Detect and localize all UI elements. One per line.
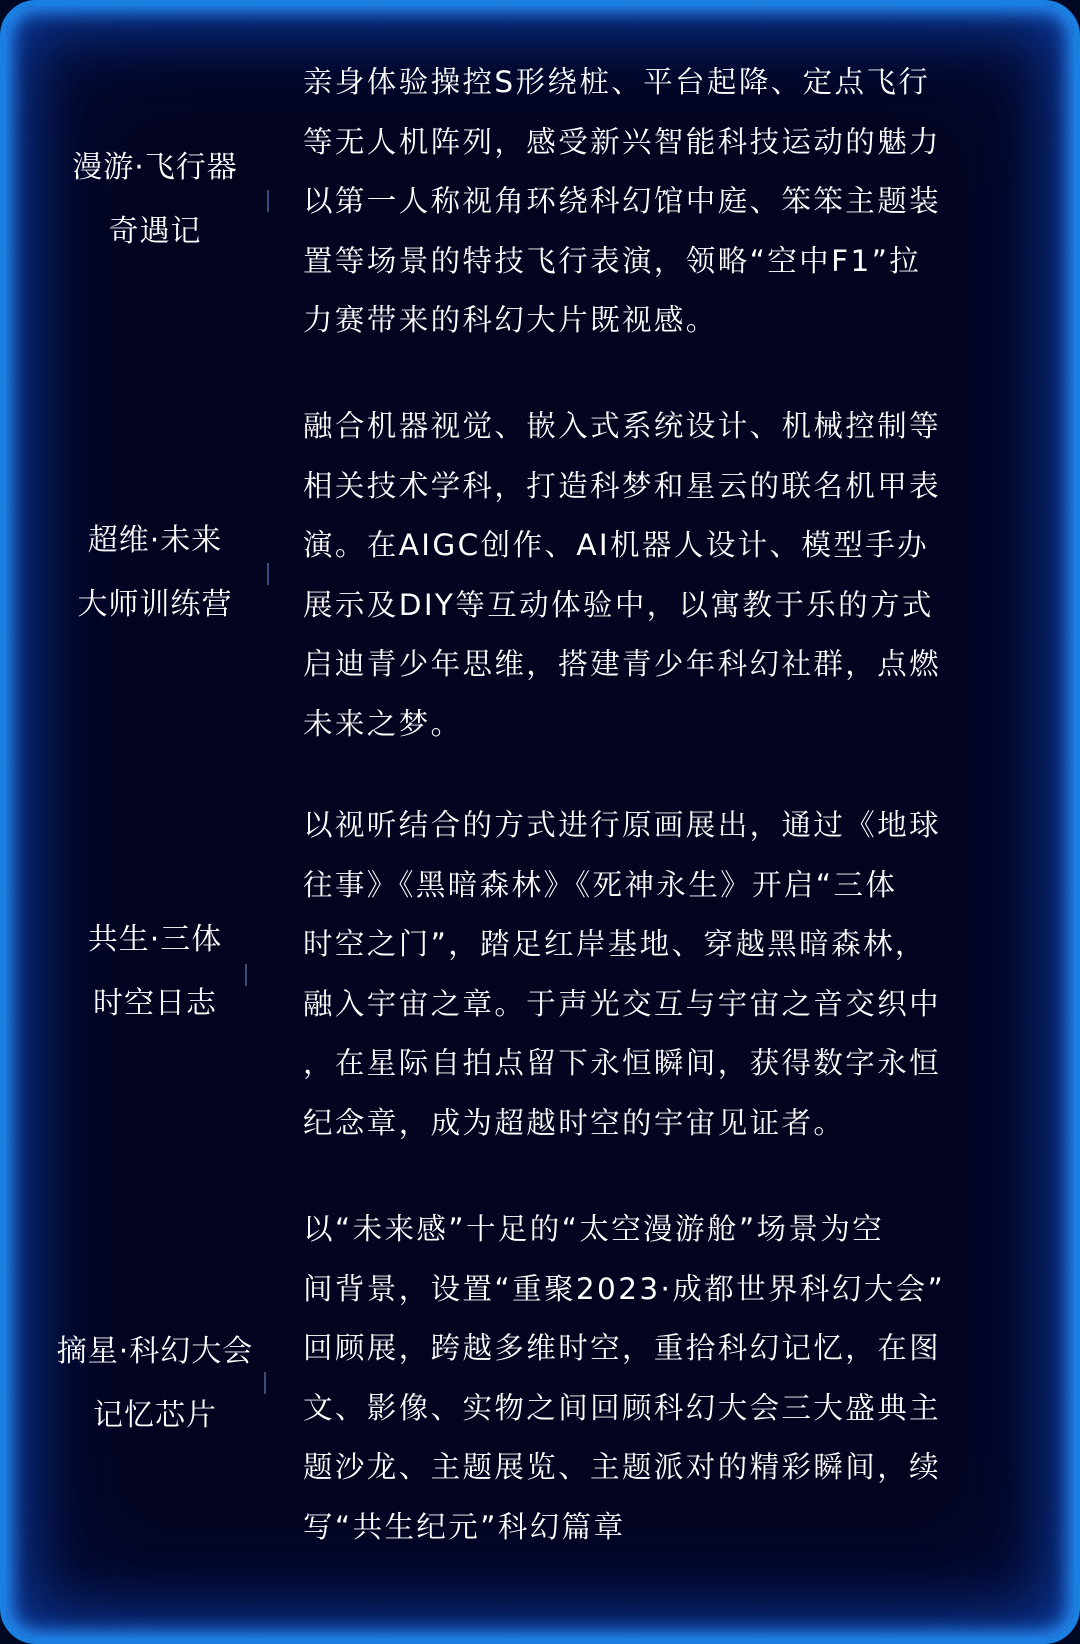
section-description	[303, 53, 1023, 351]
description-line: 以第一人称视角环绕科幻馆中庭、笨笨主题装	[303, 184, 942, 218]
description-line: 等无人机阵列，感受新兴智能科技运动的魅力	[303, 124, 942, 159]
section-title-line: 记忆芯片	[93, 1398, 217, 1433]
section-title-line: 时空日志	[93, 986, 217, 1021]
section-title-line: 共生·三体	[87, 922, 223, 957]
description-line: 以视听结合的方式进行原画展出，通过《地球	[303, 808, 942, 842]
section-title	[40, 908, 270, 1036]
description-line: 往事》《黑暗森林》《死神永生》开启“三体	[303, 867, 898, 902]
description-line: 回顾展，跨越多维时空，重拾科幻记忆，在图	[303, 1331, 942, 1365]
description-line: 文、影像、实物之间回顾科幻大会三大盛典主	[303, 1390, 942, 1425]
section-title-line: 摘星·科幻大会	[56, 1334, 254, 1369]
section-title	[40, 136, 270, 264]
description-line: 融合机器视觉、嵌入式系统设计、机械控制等	[303, 409, 942, 443]
description-line: ，在星际自拍点留下永恒瞬间，获得数字永恒	[303, 1046, 942, 1080]
section-description	[303, 397, 1023, 754]
section-description	[303, 796, 1023, 1153]
description-line: 置等场景的特技飞行表演，领略“空中F1”拉	[303, 243, 922, 278]
section-title	[40, 1320, 270, 1448]
section-description	[303, 1200, 1023, 1557]
description-line: 融入宇宙之章。于声光交互与宇宙之音交织中	[303, 986, 942, 1021]
section-title	[40, 509, 270, 637]
description-line: 纪念章，成为超越时空的宇宙见证者。	[303, 1105, 846, 1140]
description-line: 相关技术学科，打造科梦和星云的联名机甲表	[303, 468, 942, 503]
description-line: 启迪青少年思维，搭建青少年科幻社群，点燃	[303, 647, 942, 681]
description-line: 展示及DIY等互动体验中，以寓教于乐的方式	[303, 587, 934, 622]
section-title-line: 大师训练营	[77, 587, 233, 622]
divider-tick	[267, 190, 269, 212]
section-title-line: 超维·未来	[87, 523, 223, 558]
divider-tick	[245, 964, 247, 986]
section-title-line: 漫游·飞行器	[72, 150, 238, 185]
divider-tick	[264, 1372, 266, 1394]
description-line: 写“共生纪元”科幻篇章	[303, 1509, 626, 1544]
description-line: 以“未来感”十足的“太空漫游舱”场景为空	[303, 1212, 885, 1246]
description-line: 时空之门”，踏足红岸基地、穿越黑暗森林，	[303, 927, 927, 961]
description-line: 亲身体验操控S形绕桩、平台起降、定点飞行	[303, 65, 931, 99]
description-line: 未来之梦。	[303, 706, 463, 741]
section-title-line: 奇遇记	[108, 214, 202, 249]
description-line: 题沙龙、主题展览、主题派对的精彩瞬间，续	[303, 1450, 942, 1484]
description-line: 间背景，设置“重聚2023·成都世界科幻大会”	[303, 1271, 946, 1306]
description-line: 力赛带来的科幻大片既视感。	[303, 303, 718, 337]
divider-tick	[267, 563, 269, 585]
description-line: 演。在AIGC创作、AI机器人设计、模型手办	[303, 528, 930, 562]
